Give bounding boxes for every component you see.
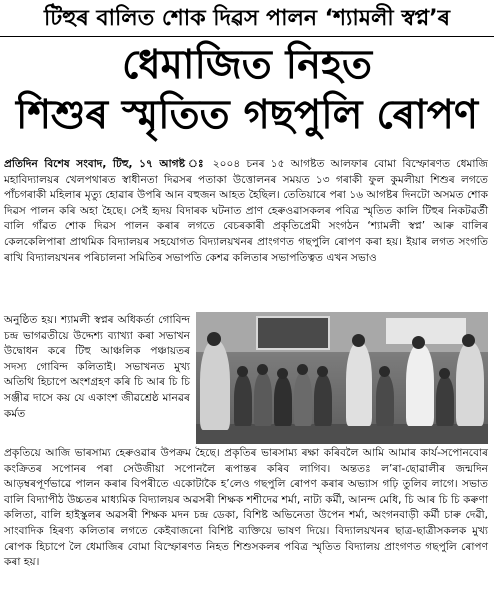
article-continuation <box>4 446 488 571</box>
article-photo <box>196 312 488 444</box>
para-1: ২০০৪ চনৰ ১৫ আগষ্টত আলফাৰ বোমা বিস্ফোৰণত ধেমাজি মহাবিদ্যালয়ৰ খেলপথাৰত স্বাধীনতা দিৱসৰ পতাকা উত্তোলনৰ সময়ত ১৩ গৰাকী ফুল কুমলীয়া শিশুৰ লগতে পাঁচগৰাকী মহিলাৰ মৃত্যু হোৱাৰ উপৰি আন বহুজন আহত হৈছিল। তেতিয়াৰে পৰা ১৬ আগষ্টৰ দিনটো অসমত শোক দিৱস পালন কৰি অহা হৈছে। সেই হৃদয় বিদাৰক ঘটনাত প্ৰাণ হেৰুওৱাসকলৰ পবিত্ৰ স্মৃতিত কালি টিহুৰ নিকটৱৰ্তী বালি গাঁৱত শোক দিৱস পালন কৰাৰ লগতে বেচৰকাৰী প্ৰকৃতিপ্ৰেমী সংগঠন ‘শ্যামলী স্বপ্ন’ আৰু বালিৰ কেলকেলিপাৰা প্ৰাথমিক বিদ্যালয়ৰ সহযোগত বিদ্যালয়খনৰ প্ৰাংগণত গছপুলি ৰোপণ কৰা হয়। ইয়াৰ লগত সংগতি ৰাখি বিদ্যালয়খনৰ পৰিচালনা সমিতিৰ সভাপতি কেশৱ কলিতাৰ সভাপতিত্বত এখন সভাও <box>4 158 488 264</box>
para-3: প্ৰকৃতিয়ে আজি ভাৰসাম্য হেৰুওৱাৰ উপক্ৰম হৈছে। প্ৰকৃতিৰ ভাৰসাম্য ৰক্ষা কৰিবলৈ আমি আমাৰ কাৰ্য-সপোনবোৰ কংক্ৰিতৰ সপোনৰ পৰা সেউজীয়া সপোনলৈ ৰূপান্তৰ কৰিব লাগিব। অন্ততঃ ল’ৰা-ছোৱালীৰ জন্মদিন আড়ম্বৰপূৰ্ণভাৱে পালন কৰাৰ বিপৰীতে একোটাকৈ হ’লেও গছপুলি ৰোপণ কৰাৰ অভ্যাস গঢ়ি তুলিব লাগে। সভাত বালি বিদ্যাপীঠ উচ্চতৰ মাধ্যমিক বিদ্যালয়ৰ অৱসৰী শিক্ষক শশীদেৱ শৰ্মা, নাট্য কৰ্মী, আনন্দ মেধি, চি আৰ চি চি কৰুণা কলিতা, বালি হাইস্কুলৰ অৱসৰী শিক্ষক মদন চন্দ্ৰ ডেকা, বিশিষ্ট অভিনেতা উপেন শৰ্মা, অংগনবাড়ী কৰ্মী চাৰু দেৱী, সাংবাদিক হিৰণ্য কলিতাৰ লগতে কেইবাজনো বিশিষ্ট ব্যক্তিয়ে ভাষণ দিয়ে। বিদ্যালয়খনৰ ছাত্ৰ-ছাত্ৰীসকলক মুখ্য ৰোপক হিচাপে লৈ ধেমাজিৰ বোমা বিস্ফোৰণত নিহত শিশুসকলৰ পবিত্ৰ স্মৃতিত বিদ্যালয় প্ৰাংগণত গছপুলি ৰোপণ কৰা হয়। <box>4 447 488 569</box>
headline-line-1: ধেমাজিত নিহত <box>122 42 372 88</box>
article-intro <box>4 157 488 266</box>
headline-line-2: শিশুৰ স্মৃতিত গছপুলি ৰোপণ <box>15 92 479 138</box>
dateline: প্ৰতিদিন বিশেষ সংবাদ, টিহু, ১৭ আগষ্ট ঃ <box>4 158 207 170</box>
para-2: অনুষ্ঠিত হয়। শ্যামলী স্বপ্নৰ অধিকৰ্তা গোবিন্দ চন্দ্ৰ ভাগৱতীয়ে উদ্দেশ্য ব্যাখ্যা কৰা সভাখন উদ্বোধন কৰে টিহু আঞ্চলিক পঞ্চায়তৰ সদস্য গোবিন্দ কলিতাই। সভাখনত মুখ্য অতিথি হিচাপে অংশগ্ৰহণ কৰি চি আৰ চি চি সঞ্জীৱ দাসে কয় যে একাংশ জীৱশ্ৰেষ্ঠ মানৱৰ কৰ্মত <box>4 314 190 420</box>
kicker-line: টিহুৰ বালিত শোক দিৱস পালন ‘শ্যামলী স্বপ্ন’ৰ <box>44 6 450 31</box>
article-left-column <box>4 313 190 422</box>
top-divider <box>0 36 494 37</box>
